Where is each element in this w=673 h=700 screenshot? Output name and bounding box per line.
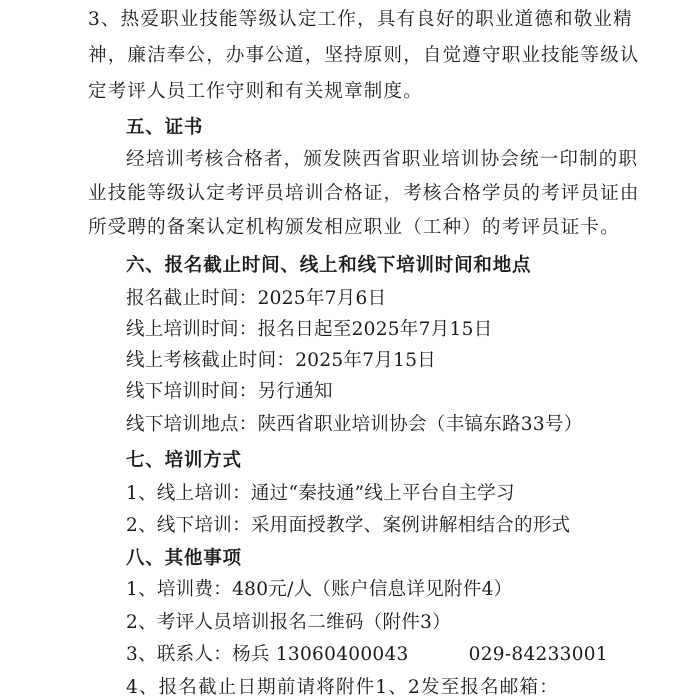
section-8-heading: 八、其他事项 [126, 548, 242, 569]
online-exam-deadline: 线上考核截止时间：2025年7月15日 [126, 350, 437, 371]
section-5-paragraph-line-1: 经培训考核合格者，颁发陕西省职业培训协会统一印制的职 [126, 149, 639, 170]
registration-qr-code: 2、考评人员培训报名二维码（附件3） [126, 612, 451, 633]
contact-name-mobile: 3、联系人：杨兵 13060400043 [126, 644, 409, 665]
training-method-online: 1、线上培训：通过“秦技通”线上平台自主学习 [126, 483, 515, 504]
section-5-paragraph-line-3: 所受聘的备案认定机构颁发相应职业（工种）的考评员证卡。 [88, 217, 620, 238]
submission-instruction: 4、报名截止日期前请将附件1、2发至报名邮箱： [126, 677, 559, 698]
contact-person [126, 643, 608, 667]
section-7-heading: 七、培训方式 [126, 450, 242, 471]
section-5-paragraph-line-2: 业技能等级认定考评员培训合格证，考核合格学员的考评员证由 [88, 183, 640, 204]
training-fee: 1、培训费：480元/人（账户信息详见附件4） [126, 579, 513, 600]
training-method-offline: 2、线下培训：采用面授教学、案例讲解相结合的形式 [126, 515, 571, 536]
item3-line-1: 3、热爱职业技能等级认定工作，具有良好的职业道德和敬业精 [88, 9, 633, 30]
item3-line-3: 定考评人员工作守则和有关规章制度。 [88, 81, 423, 102]
section-5-heading: 五、证书 [126, 117, 204, 138]
section-6-heading: 六、报名截止时间、线上和线下培训时间和地点 [126, 255, 532, 276]
offline-training-location: 线下培训地点：陕西省职业培训协会（丰镐东路33号） [126, 414, 583, 435]
offline-training-time: 线下培训时间：另行通知 [126, 381, 333, 402]
registration-deadline: 报名截止时间：2025年7月6日 [126, 288, 387, 309]
item3-line-2: 神，廉洁奉公，办事公道，坚持原则，自觉遵守职业技能等级认 [88, 45, 640, 66]
online-training-time: 线上培训时间：报名日起至2025年7月15日 [126, 319, 493, 340]
contact-phone: 029-84233001 [468, 644, 608, 665]
